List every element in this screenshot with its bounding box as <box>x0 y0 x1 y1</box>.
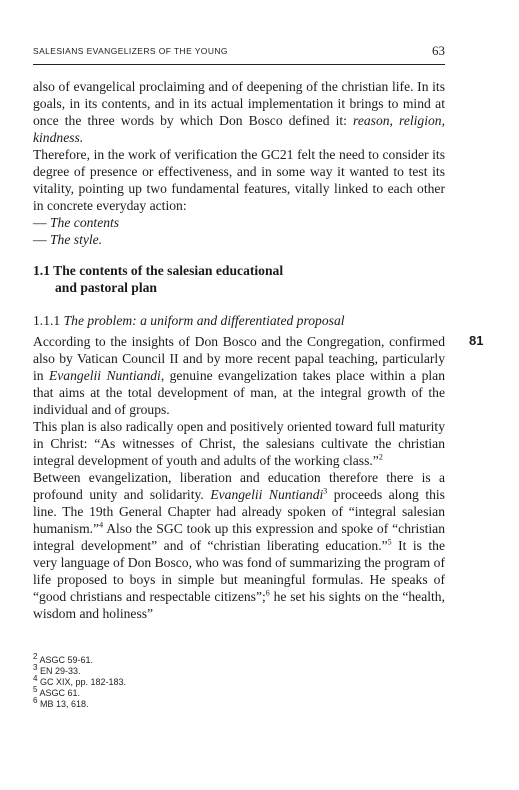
paragraph-5 <box>33 469 445 622</box>
footnote-ref: 4 <box>99 520 104 530</box>
list-item-style-text: The style. <box>50 232 103 247</box>
body-block <box>33 333 445 622</box>
paragraph-5-text-c: Also the SGC took up this expression and spoke of “christian integral development” and of “christian liberating education.” <box>33 521 445 553</box>
subsection-heading <box>33 312 345 329</box>
footnotes <box>33 652 333 710</box>
paragraph-4 <box>33 418 445 469</box>
running-head-title: SALESIANS EVANGELIZERS OF THE YOUNG <box>33 46 228 56</box>
footnote-ref: 6 <box>265 588 270 598</box>
list-dash: — <box>33 232 50 247</box>
footnote-text: GC XIX, pp. 182-183. <box>39 677 127 687</box>
intro-block <box>33 78 445 248</box>
paragraph-1-text: also of evangelical proclaiming and of deepening of the christian life. In its goals, in its contents, and in its actual implementation it brings to mind at once the three words by which Don Bosco defined it: <box>33 79 445 128</box>
page-number: 63 <box>432 43 445 58</box>
paragraph-4-text: This plan is also radically open and positively oriented toward full maturity in Christ: “As witnesses of Christ, the salesians cultivate the christian integral development of youth and adults of the working class.” <box>33 419 445 468</box>
subsection-title: The problem: a uniform and differentiated proposal <box>63 313 345 328</box>
paragraph-5-text-b: proceeds along this line. The 19th General Chapter had already spoken of “integral salesian humanism.” <box>33 487 445 536</box>
footnote <box>33 663 333 677</box>
paragraph-1 <box>33 78 445 146</box>
footnote-text: MB 13, 618. <box>39 699 89 709</box>
section-heading-line-2: and pastoral plan <box>55 280 157 295</box>
paragraph-5-emphasis: Evangelii Nuntiandi <box>210 487 324 502</box>
paragraph-5-text-d: It is the very language of Don Bosco, who was fond of summarizing the program of life proposed to boys in simple but meaningful formulas. He speaks of “good christians and respectable citizens”; <box>33 538 445 604</box>
paragraph-3-emphasis: Evangelii Nuntiandi, <box>48 368 165 383</box>
footnote-ref: 2 <box>378 452 383 462</box>
paragraph-5-text-e: he set his sights on the “health, wisdom and holiness” <box>33 589 445 621</box>
margin-number: 81 <box>469 333 484 348</box>
list-dash: — <box>33 215 50 230</box>
footnote-number: 5 <box>33 685 38 694</box>
footnote <box>33 652 333 666</box>
section-heading-line-1: 1.1 The contents of the salesian educational <box>33 263 284 278</box>
paragraph-5-text: Between evangelization, liberation and education therefore there is a profound unity and solidarity. <box>33 470 445 502</box>
footnote-ref: 5 <box>387 537 392 547</box>
list-item-contents <box>33 214 445 231</box>
subsection-number: 1.1.1 <box>33 313 64 328</box>
footnote-ref: 3 <box>323 486 328 496</box>
footnote-number: 2 <box>33 652 38 661</box>
footnote-text: ASGC 59-61. <box>39 655 93 665</box>
section-heading <box>33 262 445 296</box>
footnote <box>33 674 333 688</box>
footnote-text: ASGC 61. <box>39 688 80 698</box>
footnote <box>33 696 333 710</box>
footnote-number: 6 <box>33 696 38 705</box>
list-item-style <box>33 231 445 248</box>
list-item-contents-text: The contents <box>50 215 120 230</box>
footnote-text: EN 29-33. <box>39 666 81 676</box>
paragraph-2: Therefore, in the work of verification the GC21 felt the need to consider its degree of presence or effectiveness, and in some way it wanted to test its vitality, pointing up two fundamental features, vitally linked to each other in concrete everyday action: <box>33 147 445 213</box>
paragraph-3 <box>33 333 445 418</box>
paragraph-3-text: According to the insights of Don Bosco and the Congregation, confirmed also by Vatican Council II and by more recent papal teaching, particularly in <box>33 334 445 383</box>
paragraph-1-emphasis: reason, religion, kindness. <box>33 113 445 145</box>
footnote-number: 3 <box>33 663 38 672</box>
running-header <box>33 43 445 65</box>
footnote <box>33 685 333 699</box>
paragraph-3-text-end: genuine evangelization takes place within a plan that aims at the total development of man, at the integral growth of the individual and of groups. <box>33 368 445 417</box>
footnote-number: 4 <box>33 674 38 683</box>
